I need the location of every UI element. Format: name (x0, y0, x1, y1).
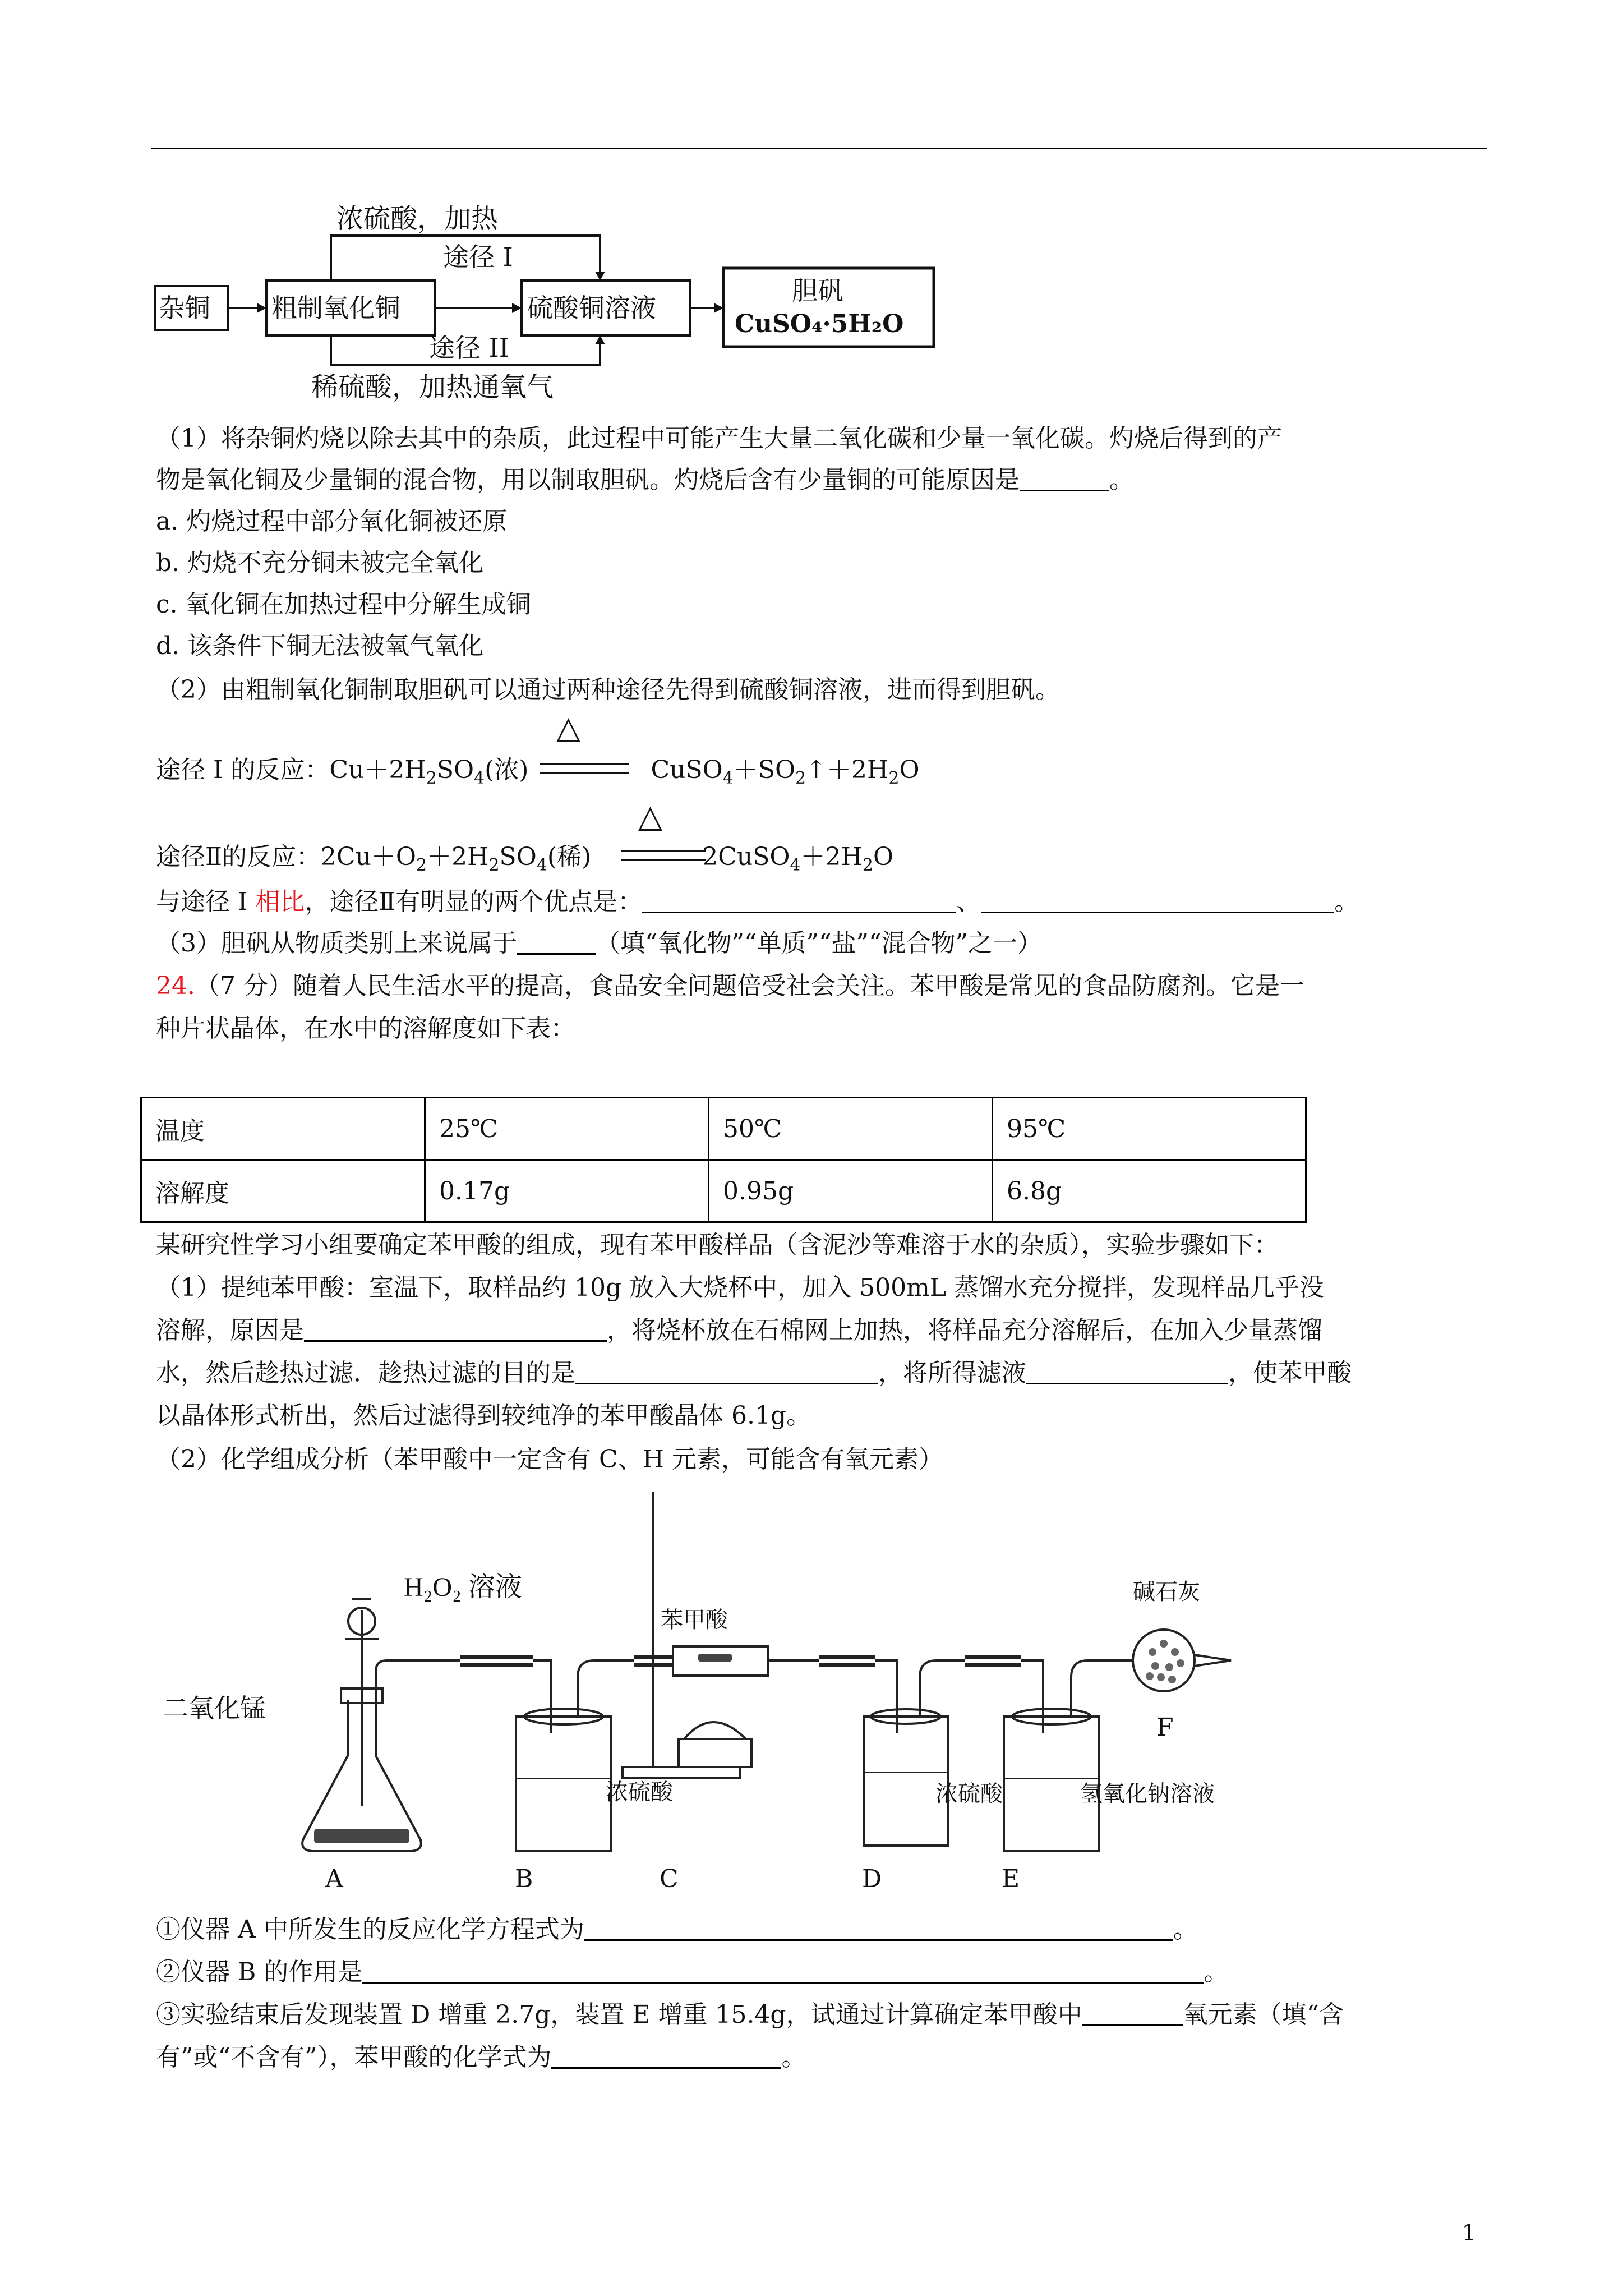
sub2-end: 。 (1204, 1958, 1229, 1986)
step1-text-b: ，将烧杯放在石棉网上加热，将样品充分溶解后，在加入少量蒸馏 (607, 1316, 1322, 1345)
label-f: F (1156, 1713, 1174, 1742)
q23-part1-line2 (156, 463, 1134, 497)
r2-left-b: ＋2H (427, 843, 489, 871)
q24-step1-line3 (156, 1356, 1352, 1390)
q24-sub3-line2 (156, 2041, 806, 2074)
table-cell: 溶解度 (141, 1160, 425, 1222)
q24-step2: （2）化学组成分析（苯甲酸中一定含有 C、H 元素，可能含有氧元素） (156, 1445, 944, 1474)
compare-text-a: 与途径 I (156, 887, 256, 916)
table-cell: 95℃ (993, 1098, 1306, 1160)
sub3-text-a: ③实验结束后发现装置 D 增重 2.7g，装置 E 增重 15.4g，试通过计算确定苯甲酸中 (156, 2000, 1082, 2029)
step1-text-d: ，将所得滤液 (878, 1359, 1026, 1387)
table-cell: 50℃ (709, 1098, 993, 1160)
r1-right-a: CuSO (651, 756, 723, 784)
alcohol-burner (679, 1739, 751, 1767)
option-c: c. 氧化铜在加热过程中分解生成铜 (156, 590, 531, 619)
q23-compare (156, 885, 1359, 919)
table-row (141, 1160, 1306, 1222)
answer-blank-formula[interactable] (551, 2045, 781, 2069)
q24-sub3-line1 (156, 1998, 1344, 2032)
q24-sub2 (156, 1955, 1228, 1989)
q23-part1-end: 。 (1109, 466, 1134, 494)
route2-condition: 稀硫酸，加热通氧气 (311, 371, 554, 403)
answer-blank-function[interactable] (362, 1959, 1204, 1984)
part3-text-a: （3）胆矾从物质类别上来说属于 (156, 929, 517, 958)
answer-blank-equation[interactable] (584, 1917, 1173, 1941)
option-a: a. 灼烧过程中部分氧化铜被还原 (156, 507, 508, 536)
q24-intro-a: （7 分）随着人民生活水平的提高，食品安全问题倍受社会关注。苯甲酸是常见的食品防腐剂。它是一 (195, 972, 1304, 1000)
r2-right-c: O (873, 843, 894, 871)
r1-left-a: 途径 I 的反应：Cu＋2H (156, 756, 426, 784)
label-a: A (325, 1865, 343, 1893)
answer-blank-oxygen[interactable] (1082, 2002, 1183, 2026)
flow-node-cuso4-solution: 硫酸铜溶液 (527, 293, 656, 323)
label-naoh-solution: 氢氧化钠溶液 (1080, 1781, 1215, 1807)
table-cell: 0.95g (709, 1160, 993, 1222)
answer-blank-purpose[interactable] (575, 1360, 878, 1384)
table-cell: 0.17g (425, 1160, 709, 1222)
q23-part1-line1: （1）将杂铜灼烧以除去其中的杂质，此过程中可能产生大量二氧化碳和少量一氧化碳。灼烧后得到的产 (156, 424, 1282, 453)
q23-part1-text: 物是氧化铜及少量铜的混合物，用以制取胆矾。灼烧后含有少量铜的可能原因是 (156, 466, 1020, 494)
label-d: D (862, 1865, 882, 1893)
r1-right-d: O (899, 756, 920, 784)
flow-node-crude-cuo: 粗制氧化铜 (271, 293, 400, 323)
q24-step1-line2 (156, 1314, 1322, 1347)
route2-label: 途径 II (429, 333, 509, 363)
sub3-text-c: 有”或“不含有”），苯甲酸的化学式为 (156, 2043, 552, 2072)
q23-part3 (156, 927, 1042, 960)
sub2-text: ②仪器 B 的作用是 (156, 1958, 363, 1986)
route1-label: 途径 I (443, 242, 513, 272)
header-rule (151, 148, 1487, 149)
answer-blank-filtrate[interactable] (1026, 1360, 1228, 1384)
option-b: b. 灼烧不充分铜未被完全氧化 (156, 549, 484, 577)
question-number: 24. (156, 972, 195, 1000)
r2-left-a: 途径Ⅱ的反应：2Cu＋O (156, 843, 416, 871)
r1-right-c: ↑＋2H (806, 756, 889, 784)
r1-left-b: SO (436, 756, 474, 784)
compare-separator: 、 (956, 887, 981, 916)
table-cell: 25℃ (425, 1098, 709, 1160)
label-mno2: 二氧化锰 (163, 1693, 266, 1723)
q23-part2: （2）由粗制氧化铜制取胆矾可以通过两种途径先得到硫酸铜溶液，进而得到胆矾。 (156, 675, 1060, 704)
reaction-route1: 途径 I 的反应：$Cu+2H_2SO_4$(浓) $CuSO_4+SO_2↑+2H_2O$ (156, 756, 920, 788)
part3-text-b: （填“氧化物”“单质”“盐”“混合物”之一） (596, 929, 1042, 958)
route1-condition: 浓硫酸，加热 (336, 203, 499, 234)
label-h2o2-solution: H₂O₂ 溶液 (404, 1572, 522, 1602)
r1-right-b: ＋SO (733, 756, 796, 784)
equals-sign-2 (621, 850, 706, 861)
table-row (141, 1098, 1306, 1160)
answer-blank-advantage-1[interactable] (642, 889, 956, 913)
option-d: d. 该条件下铜无法被氧气氧化 (156, 632, 484, 660)
step1-text-c: 水，然后趁热过滤．趁热过滤的目的是 (156, 1359, 575, 1387)
q24-sub1 (156, 1913, 1198, 1947)
label-soda-lime: 碱石灰 (1133, 1579, 1200, 1605)
label-e: E (1002, 1865, 1020, 1893)
flow-node-product-name: 胆矾 (792, 275, 843, 306)
label-conc-h2so4-b: 浓硫酸 (606, 1779, 673, 1805)
step1-text-e: ，使苯甲酸 (1228, 1359, 1352, 1387)
answer-blank[interactable] (1020, 467, 1109, 491)
sub3-text-b: 氧元素（填“含 (1183, 2000, 1344, 2029)
equals-sign-1 (540, 763, 629, 774)
q24-step1-line1: （1）提纯苯甲酸：室温下，取样品约 10g 放入大烧杯中，加入 500mL 蒸馏水充分搅拌，发现样品几乎没 (156, 1273, 1325, 1302)
answer-blank-category[interactable] (517, 931, 596, 955)
apparatus-diagram (146, 1492, 1267, 1885)
wash-bottle-b (516, 1717, 611, 1851)
heat-symbol-2: △ (638, 798, 663, 835)
label-b: B (515, 1865, 533, 1893)
flow-node-impure-copper: 杂铜 (159, 293, 210, 323)
sub3-end: 。 (781, 2043, 806, 2072)
q24-intro-line2: 种片状晶体，在水中的溶解度如下表： (156, 1014, 575, 1043)
table-cell: 6.8g (993, 1160, 1306, 1222)
flow-node-product-formula: CuSO₄·5H₂O (735, 310, 904, 338)
reaction-route2: 途径Ⅱ的反应：$2Cu+O_2+2H_2SO_4$(稀) $2CuSO_4+2H_2O$ (156, 843, 894, 875)
sub1-end: 。 (1173, 1915, 1198, 1944)
heat-symbol-1: △ (556, 710, 581, 746)
label-benzoic-acid: 苯甲酸 (661, 1607, 728, 1633)
q24-intro-line1 (156, 969, 1304, 1003)
compare-highlight: 相比 (255, 887, 305, 916)
r2-left-c: SO (499, 843, 537, 871)
table-cell: 温度 (141, 1098, 425, 1160)
r2-right-b: ＋2H (800, 843, 863, 871)
answer-blank-advantage-2[interactable] (981, 889, 1334, 913)
r1-left-c: (浓) (485, 756, 529, 784)
solubility-table (140, 1097, 1307, 1223)
q24-setup: 某研究性学习小组要确定苯甲酸的组成，现有苯甲酸样品（含泥沙等难溶于水的杂质），实验步骤如下： (156, 1231, 1279, 1259)
q24-step1-line4: 以晶体形式析出，然后过滤得到较纯净的苯甲酸晶体 6.1g。 (156, 1401, 811, 1430)
compare-text-b: ，途径Ⅱ有明显的两个优点是： (305, 887, 643, 916)
sub1-text: ①仪器 A 中所发生的反应化学方程式为 (156, 1915, 584, 1944)
answer-blank-reason[interactable] (304, 1318, 607, 1342)
burner-flame (684, 1722, 746, 1739)
compare-end: 。 (1334, 887, 1359, 916)
label-conc-h2so4-d: 浓硫酸 (935, 1781, 1003, 1807)
label-c: C (660, 1865, 679, 1893)
drying-tube-f (1133, 1630, 1195, 1691)
r2-left-d: (稀) (547, 843, 592, 871)
r2-right-a: 2CuSO (702, 843, 790, 871)
step1-text-a: 溶解，原因是 (156, 1316, 304, 1345)
page-number: 1 (1461, 2220, 1476, 2246)
